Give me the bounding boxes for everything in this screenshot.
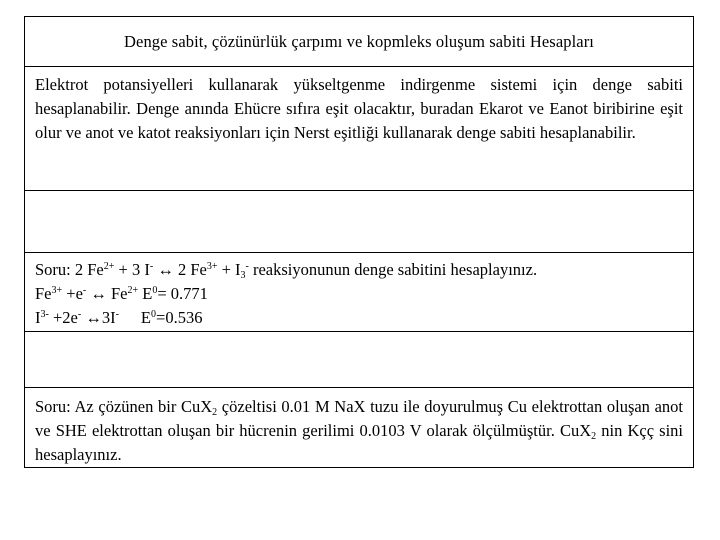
intro-paragraph: Elektrot potansiyelleri kullanarak yükseltgenme indirgenme sistemi için denge sabiti hesaplanabilir. Denge anında Ehücre sıfıra eşit olacaktır, buradan Ekarot ve Eanot biribirine eşit olur ve anot ve katot reaksiyonları için Nerst eşitliği kullanarak denge sabiti hesaplanabilir. <box>35 75 683 142</box>
half-reaction-1: $Fe^{3+} +e^-$ ↔ $Fe^{2+}$ $E^0= 0.771$ <box>35 284 208 303</box>
half-reaction-2: $I^{3-} +2e^-$ ↔3I- $E^0=0.536$ <box>35 308 203 327</box>
question-1-text: Soru: 2 $Fe^{2+} + 3$ I- ↔ 2 $Fe^{3+} + I_3^-$ reaksiyonunun denge sabitini hesaplayınız. <box>35 260 538 281</box>
question-1-row <box>25 253 693 332</box>
empty-row-1 <box>25 191 693 253</box>
question-2-row <box>25 388 693 468</box>
question-2-text: Soru: Az çözünen bir CuX$_2$ çözeltisi 0.01 M NaX tuzu ile doyurulmuş Cu elektrottan oluşan anot ve SHE elektrottan oluşan bir hücrenin gerilimi 0.0103 V olarak ölçülmüştür. CuX$_2$ nin Kçç sini hesaplayınız. <box>35 397 683 464</box>
page-title: Denge sabit, çözünürlük çarpımı ve kopmleks oluşum sabiti Hesapları <box>124 31 594 51</box>
title-row <box>25 17 693 67</box>
intro-row <box>25 67 693 191</box>
content-table <box>24 16 694 468</box>
empty-row-2 <box>25 332 693 388</box>
